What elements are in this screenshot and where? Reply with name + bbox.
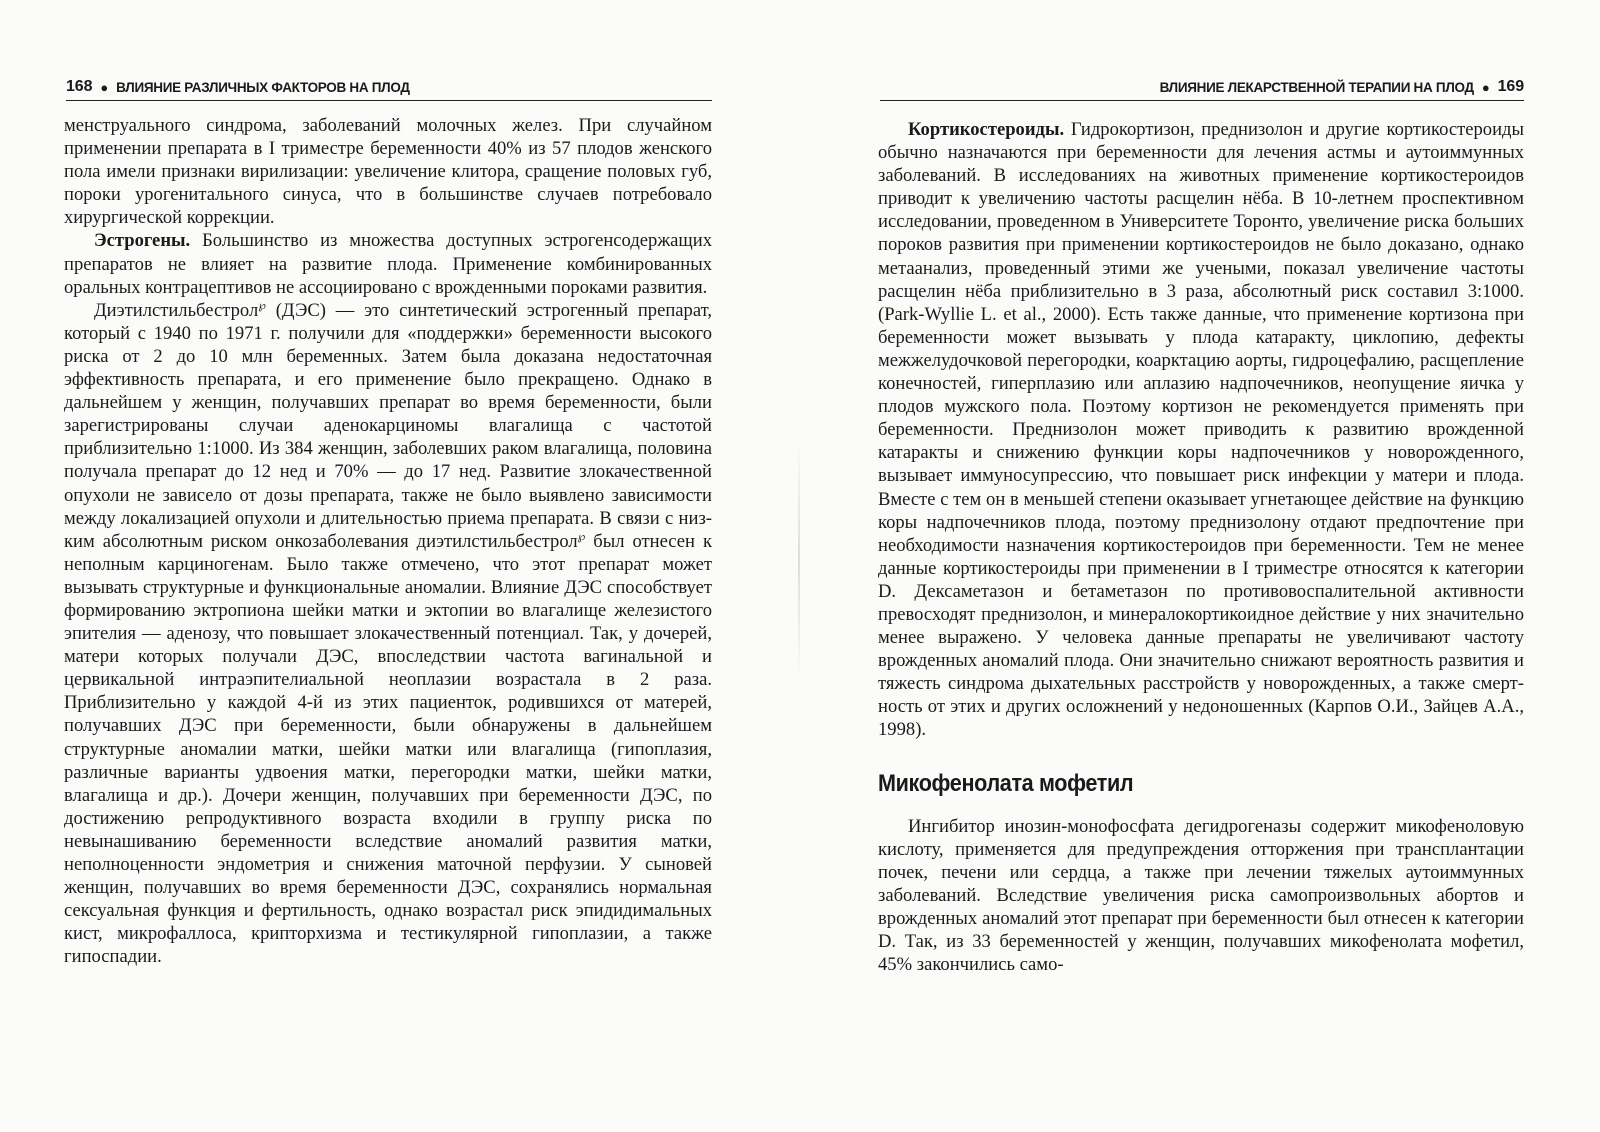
page-number: 169 <box>1497 78 1524 95</box>
paragraph <box>64 299 712 969</box>
running-title: ВЛИЯНИЕ ЛЕКАРСТВЕННОЙ ТЕРАПИИ НА ПЛОД <box>1159 79 1474 95</box>
right-page <box>800 0 1600 1132</box>
registration-mark: ℘ <box>577 530 586 543</box>
paragraph: Ингибитор инозин-монофосфата дегидрогеназы содержит микофеноловую кислоту, применяется для предупреждения отторжения при трансплантации почек, печени или сердца, а также при лечении тяжелых аутоиммунных заболеваний. Вследствие увеличения риска самопроизвольных абортов и врожденных аномалий этот препарат при беременности был отнесен к категории D. Так, из 33 беременностей у женщин, получавших микофенолата мофетил, 45% закончились само- <box>878 815 1524 976</box>
running-title: ВЛИЯНИЕ РАЗЛИЧНЫХ ФАКТОРОВ НА ПЛОД <box>116 79 410 95</box>
paragraph-text: (ДЭС) — это синтетический эстрогенный препарат, который с 1940 по 1971 г. получили для «поддержки» беременности высокого риска от 2 до 10 млн беременных. Затем была доказана недостаточная эффективность препарата, и его применение было прекращено. Однако в дальнейшем у женщин, получавших препарат во время беременности, были зарегистрированы случаи аденокарциномы влагалища с частотой приблизительно 1:1000. Из 384 женщин, заболевших раком влагалища, половина получала препарат до 12 нед и 70% — до 17 нед. Развитие злокачественной опухоли не зависело от дозы препарата, также не было выявлено зависимости между локализацией опухоли и длительностью приема препарата. В связи с низким абсолютным риском онкозаболевания диэтилстильбестрол <box>64 299 712 552</box>
bullet-separator: ● <box>1481 79 1490 95</box>
registration-mark: ℘ <box>258 299 266 312</box>
paragraph-text: был отнесен к неполным карциногенам. Было также отмечено, что этот препарат может вызывать структурные и функциональные аномалии. Влияние ДЭС способствует формированию эктропиона шейки матки и эктопии во влагалище железистого эпителия — аденозу, что повышает злокачественный потенциал. Так, у дочерей, матери которых получали ДЭС, впоследствии частота вагинальной и цервикальной интраэпителиальной неоплазии возрастала в 2 раза. Приблизительно у каждой 4-й из этих пациенток, родившихся от матерей, получавших ДЭС при беременности, были обнаружены в дальнейшем структурные аномалии матки, шейки матки или влагалища (гипоплазия, различные варианты удвоения матки, перегородки матки, шейки матки, влагалища и др.). Дочери женщин, получавших при беременности ДЭС, по достижению репродуктивного возраста входили в группу риска по невынашиванию беременности вследствие аномалий развития матки, неполноценности эндометрия и снижения маточной перфузии. У сыновей женщин, получавших во время беременности ДЭС, сохранялись нормальная сексуальная функция и фертильность, однако возрастал риск эпидидимальных кист, микрофаллоса, крипторхизма и тестикулярной гипоплазии, а также гипоспадии. <box>64 530 712 968</box>
bullet-separator: ● <box>100 79 109 95</box>
paragraph-text: Большинство из множества доступных эстрогенсодержащих препаратов не влияет на развитие плода. Применение комбинированных оральных контрацептивов не ассоциировано с врожденными пороками развития. <box>64 230 712 298</box>
paragraph-text: Гидрокортизон, преднизолон и другие кортикостероиды обычно назначаются при беременности для лечения астмы и аутоиммунных заболеваний. В исследованиях на животных применение кортикостероидов приводит к увеличению частоты расщелин нёба. В 10-летнем проспективном исследовании, проведенном в Университете Торонто, увеличение риска больших пороков развития при применении кортикостероидов не было доказано, однако метаанализ, проведенный этими же учеными, показал увеличение частоты расщелин нёба приблизительно в 3 раза, абсолютный риск составил 3:1000. (Park-Wyllie L. et al., 2000). Есть также данные, что применение кортизона при беременности может вызывать у плода катаракту, циклопию, дефекты межжелудочковой перегородки, коарктацию аорты, гидроцефалию, расщепление конечностей, гиперплазию или аплазию надпочечников, неопущение яичка у плодов мужского пола. Поэтому кортизон не рекомендуется применять при беременности. Преднизолон может приводить к развитию врожденной катаракты и снижению функции коры надпочечников у новорожденного, вызывает иммуносупрессию, что повышает риск инфекции у матери и плода. Вместе с тем он в меньшей степени оказывает угнетающее действие на функцию коры надпочечников плода, поэтому преднизолону отдают предпочтение при необходимости назначения кортикостероидов при беременности. Тем не менее данные кортикостероиды при применении в I триместре относятся к категории D. Дексаметазон и бетаметазон по противовоспалительной активности превосходят преднизолон, и минералокортикоидное действие у них значительно менее выражено. У человека данные препараты не увеличивают частоту врожденных аномалий плода. Они значительно снижают вероятность развития и тяжесть синдрома дыхательных расстройств у новорожденных, а также смертность от этих и других осложнений у недоношенных (Карпов О.И., Зайцев А.А., 1998). <box>878 119 1524 741</box>
paragraph-lead: Кортикостероиды. <box>908 119 1065 140</box>
running-head-left <box>66 74 712 101</box>
paragraph: менструального синдрома, заболеваний молочных желез. При случайном применении препарата в I триместре беременности 40% из 57 плодов женского пола имели признаки вирилизации: увеличение клитора, сращение половых губ, пороки урогенитального синуса, что в большинстве случаев потребовало хирургической коррекции. <box>64 115 712 229</box>
paragraph-lead: Эстрогены. <box>94 230 191 252</box>
page-number: 168 <box>66 78 93 95</box>
paragraph-text: Диэтилстильбестрол <box>94 299 259 321</box>
paragraph <box>878 118 1524 742</box>
section-heading: Микофенолата мофетил <box>878 769 1134 797</box>
left-page-body <box>64 114 712 968</box>
right-page-body <box>878 118 1524 976</box>
running-head-right <box>880 74 1524 101</box>
paragraph <box>64 229 712 298</box>
